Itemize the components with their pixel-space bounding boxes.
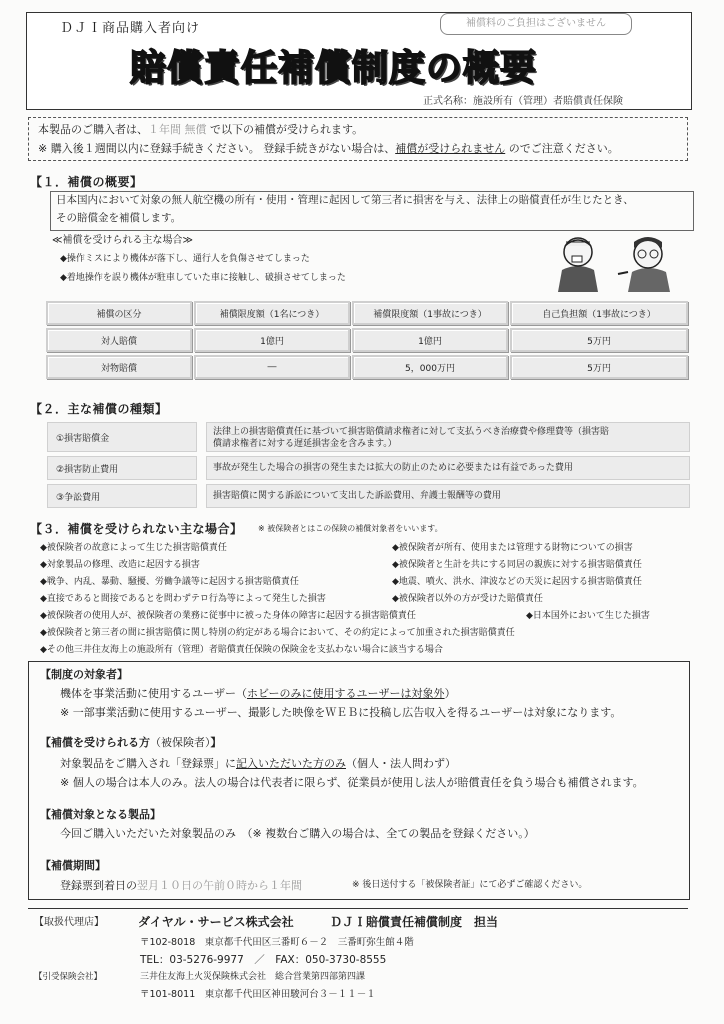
intro-text: のでご注意ください。 <box>505 142 619 155</box>
table-cell: 対人賠償 <box>46 328 192 352</box>
insured-heading <box>40 736 222 750</box>
table-cell: 対物賠償 <box>46 355 192 379</box>
table-cell: 5万円 <box>510 328 688 352</box>
type-desc: 事故が発生した場合の損害の発生または拡大の防止のために必要または有益であった費用 <box>206 456 690 480</box>
exclusion-item: ◆その他三井住友海上の施設所有（管理）者賠償責任保険の保険金を支払わない場合に該当する場合 <box>40 645 443 655</box>
insured-text-part: （個人・法人問わず） <box>346 757 456 770</box>
exclusion-item: ◆被保険者が所有、使用または管理する財物についての損害 <box>392 543 633 553</box>
insurer-address: 〒101-8011 東京都千代田区神田駿河台３－１１－１ <box>140 989 376 1000</box>
table-header: 自己負担額（1事故につき） <box>510 301 688 325</box>
example-item: ◆着地操作を誤り機体が駐車していた車に接触し、破損させてしまった <box>60 273 346 283</box>
formal-name: 正式名称：施設所有（管理）者賠償責任保険 <box>423 96 623 107</box>
intro-line-2 <box>38 142 619 156</box>
insured-heading-part: 】 <box>210 736 222 749</box>
no-burden-badge: 補償料のご負担はございません <box>440 13 632 35</box>
intro-highlight: １年間 無償 <box>148 123 207 136</box>
intro-warning: 補償が受けられません <box>395 142 506 155</box>
users-text-part: ） <box>444 687 456 700</box>
insurer-label: 【引受保険会社】 <box>34 972 103 982</box>
insured-text <box>60 757 456 771</box>
insured-heading-part: （被保険者） <box>150 736 211 749</box>
insured-text-part: 対象製品をご購入され「登録票」に <box>60 757 236 770</box>
users-text <box>60 687 456 701</box>
table-cell: 5，000万円 <box>352 355 508 379</box>
type-desc <box>206 422 690 452</box>
exclusion-item: ◆地震、噴火、洪水、津波などの天災に起因する損害賠償責任 <box>392 577 642 587</box>
section1-text: 日本国内において対象の無人航空機の所有・使用・管理に起因して第三者に損害を与え、法律上の賠償責任が生じたとき、 <box>56 194 634 206</box>
intro-text: 本製品のご購入者は、 <box>38 123 148 136</box>
type-label: ③争訟費用 <box>47 484 197 508</box>
page-title: 賠償責任補償制度の概要 <box>130 48 538 89</box>
examples-heading: ≪補償を受けられる主な場合≫ <box>52 235 193 246</box>
users-heading: 【制度の対象者】 <box>40 668 128 681</box>
products-text: 今回ご購入いただいた対象製品のみ （※ 複数台ご購入の場合は、全ての製品を登録ください。） <box>60 827 535 840</box>
intro-line-1 <box>38 123 363 137</box>
exclusion-item: ◆戦争、内乱、暴動、騒擾、労働争議等に起因する損害賠償責任 <box>40 577 299 587</box>
table-header: 補償限度額（1名につき） <box>194 301 350 325</box>
insured-note: ※ 個人の場合は本人のみ。法人の場合は代表者に限らず、従業員が使用し法人が賠償責任を負う場合も補償されます。 <box>60 776 644 789</box>
example-item: ◆操作ミスにより機体が落下し、通行人を負傷させてしまった <box>60 254 310 264</box>
users-text-excluded: ホビーのみに使用するユーザーは対象外 <box>247 687 445 700</box>
program-name: ＤＪＩ賠償責任補償制度 担当 <box>330 915 499 929</box>
intro-text: ※ 購入後１週間以内に登録手続きください。 登録手続きがない場合は、 <box>38 142 396 155</box>
agency-name: ダイヤル・サービス株式会社 <box>138 915 294 929</box>
intro-text: で以下の補償が受けられます。 <box>206 123 364 136</box>
exclusion-item: ◆被保険者と生計を共にする同居の親族に対する損害賠償責任 <box>392 560 642 570</box>
products-heading: 【補償対象となる製品】 <box>40 808 161 821</box>
injured-person-icon <box>558 238 598 292</box>
exclusion-item: ◆被保険者の使用人が、被保険者の業務に従事中に被った身体の障害に起因する損害賠償責任 <box>40 611 416 621</box>
for-buyers-label: ＤＪＩ商品購入者向け <box>60 21 201 36</box>
period-heading: 【補償期間】 <box>40 859 106 872</box>
exclusion-item: ◆日本国外において生じた損害 <box>526 611 650 621</box>
section3-note: ※ 被保険者とはこの保険の補償対象者をいいます。 <box>258 524 443 533</box>
table-header: 補償限度額（1事故につき） <box>352 301 508 325</box>
section1-text: その賠償金を補償します。 <box>56 212 182 224</box>
apologizing-person-icon <box>618 237 670 292</box>
period-highlight: 翌月１０日の午前０時から１年間 <box>137 879 302 892</box>
agency-tel: TEL：03-5276-9977 ／ FAX：050-3730-8555 <box>140 954 387 966</box>
users-text-part: 機体を事業活動に使用するユーザー（ <box>60 687 247 700</box>
table-cell: 1億円 <box>194 328 350 352</box>
table-header: 補償の区分 <box>46 301 192 325</box>
period-note: ※ 後日送付する「被保険者証」にて必ずご確認ください。 <box>352 880 588 890</box>
exclusion-item: ◆被保険者の故意によって生じた損害賠償責任 <box>40 543 227 553</box>
period-text <box>60 879 302 893</box>
table-cell: ― <box>194 355 350 379</box>
section1-heading: 【１．補償の概要】 <box>30 175 143 189</box>
agency-address: 〒102-8018 東京都千代田区三番町６－２ 三番町弥生館４階 <box>140 937 414 948</box>
type-desc-line: 法律上の損害賠償責任に基づいて損害賠償請求権者に対して支払うべき治療費や修理費等（損害賠 <box>213 427 610 437</box>
people-illustration <box>548 230 688 292</box>
section3-heading: 【３．補償を受けられない主な場合】 <box>30 522 243 536</box>
type-label: ②損害防止費用 <box>47 456 197 480</box>
insured-text-only: 記入いただいた方のみ <box>236 757 346 770</box>
exclusion-item: ◆直接であると間接であるとを問わずテロ行為等によって発生した損害 <box>40 594 326 604</box>
type-desc: 損害賠償に関する訴訟について支出した訴訟費用、弁護士報酬等の費用 <box>206 484 690 508</box>
type-desc-line: 償請求権者に対する遅延損害金を含みます。） <box>213 439 397 450</box>
exclusion-item: ◆被保険者と第三者の間に損害賠償に関し特別の約定がある場合において、その約定によって加重された損害賠償責任 <box>40 628 515 638</box>
insurer-name: 三井住友海上火災保険株式会社 総合営業第四部第四課 <box>140 972 366 982</box>
section2-heading: 【２．主な補償の種類】 <box>30 402 168 416</box>
table-cell: 1億円 <box>352 328 508 352</box>
exclusion-item: ◆対象製品の修理、改造に起因する損害 <box>40 560 200 570</box>
users-note: ※ 一部事業活動に使用するユーザー、撮影した映像をＷＥＢに投稿し広告収入を得るユーザーは対象になります。 <box>60 706 622 719</box>
table-cell: 5万円 <box>510 355 688 379</box>
agency-label: 【取扱代理店】 <box>34 917 104 928</box>
period-text-part: 登録票到着日の <box>60 879 137 892</box>
exclusion-item: ◆被保険者以外の方が受けた賠償責任 <box>392 594 543 604</box>
type-label: ①損害賠償金 <box>47 422 197 452</box>
insured-heading-part: 【補償を受けられる方 <box>40 736 150 749</box>
